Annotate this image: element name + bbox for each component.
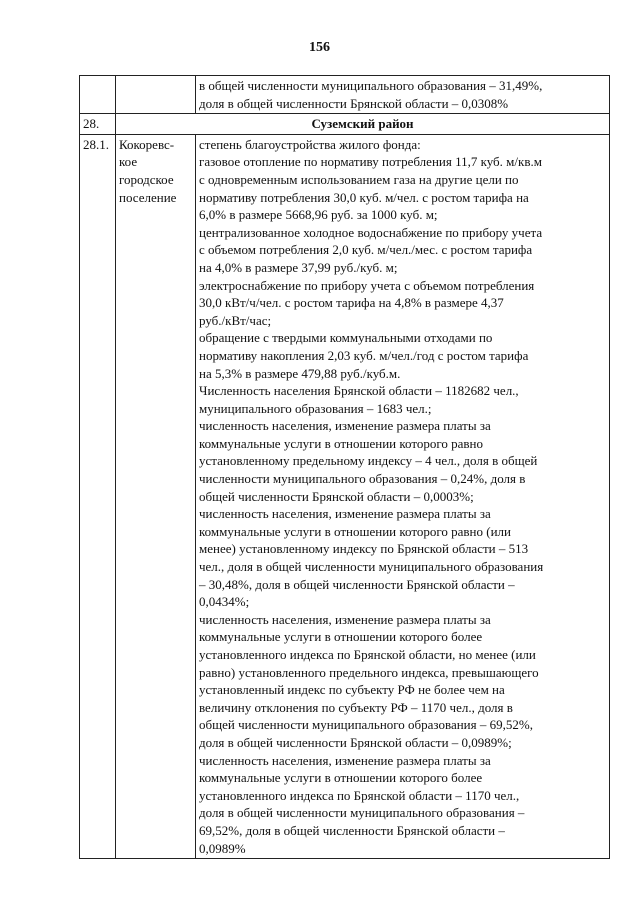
cell-empty-municipality [116, 76, 196, 114]
text-line: численности муниципального образования – 0,24%, доля в [199, 471, 526, 487]
text-line: газовое отопление по нормативу потребления 11,7 куб. м/кв.м [199, 154, 542, 170]
district-header-row [80, 114, 610, 135]
text-line: степень благоустройства жилого фонда: [199, 136, 421, 152]
text-line: с объемом потребления 2,0 куб. м/чел./мес. с ростом тарифа [199, 242, 533, 258]
text-line: равно) установленного предельного индекса, превышающего [199, 664, 539, 680]
text-line: с одновременным использованием газа на другие цели по [199, 171, 519, 187]
text-line: 0,0989% [199, 840, 246, 856]
text-line: коммунальные услуги в отношении которого равно (или [199, 523, 511, 539]
cell-empty-number [80, 76, 116, 114]
text-line: установленного индекса по Брянской области, но менее (или [199, 647, 536, 662]
district-number: 28. [80, 114, 116, 135]
text-line: 30,0 кВт/ч/чел. с ростом тарифа на 4,8% в размере 4,37 [199, 295, 504, 311]
entry-number: 28.1. [80, 134, 116, 858]
text-line: электроснабжение по прибору учета с объемом потребления [199, 277, 535, 293]
text-line: обращение с твердыми коммунальными отходами по [199, 330, 493, 346]
text-line: менее) установленному индексу по Брянской области – 513 [199, 541, 529, 557]
text-line: численность населения, изменение размера платы за [199, 611, 491, 627]
text-line: Численность населения Брянской области – 1182682 чел., [199, 383, 519, 399]
municipality-line: кое [119, 154, 138, 170]
table-row-entry [80, 134, 610, 858]
text-line: 0,0434%; [199, 594, 250, 610]
text-line: 69,52%, доля в общей численности Брянской области – [199, 822, 505, 838]
text-line: коммунальные услуги в отношении которого более [199, 629, 483, 645]
text-line: нормативу потребления 30,0 куб. м/чел. с ростом тарифа на [199, 189, 529, 205]
text-line: коммунальные услуги в отношении которого равно [199, 435, 484, 451]
text-line: численность населения, изменение размера платы за [199, 418, 491, 434]
text-line: численность населения, изменение размера платы за [199, 506, 491, 522]
text-line: на 4,0% в размере 37,99 руб./куб. м; [199, 259, 398, 275]
page-number: 156 [309, 40, 330, 55]
text-line: общей численности муниципального образования – 69,52%, [199, 717, 533, 733]
district-name: Суземский район [116, 114, 610, 135]
text-line: – 30,48%, доля в общей численности Брянской области – [199, 576, 515, 592]
text-line: чел., доля в общей численности муниципального образования [199, 559, 544, 575]
text-line: в общей численности муниципального образования – 31,49%, [199, 78, 543, 93]
municipality-name [116, 134, 196, 858]
text-line: нормативу накопления 2,03 куб. м/чел./год с ростом тарифа [199, 347, 529, 363]
text-line: численность населения, изменение размера платы за [199, 752, 491, 768]
text-line: руб./кВт/час; [199, 312, 272, 328]
text-line: величину отклонения по субъекту РФ – 1170 чел., доля в [199, 699, 513, 715]
text-line: коммунальные услуги в отношении которого более [199, 770, 483, 786]
text-line: муниципального образования – 1683 чел.; [199, 400, 432, 416]
text-line: доля в общей численности Брянской области – 0,0308% [199, 95, 509, 111]
text-line: доля в общей численности Брянской области – 0,0989%; [199, 734, 512, 750]
municipality-line: поселение [119, 189, 177, 205]
text-line: установленному предельному индексу – 4 чел., доля в общей [199, 453, 538, 469]
text-line: общей численности Брянской области – 0,0003%; [199, 488, 474, 504]
text-line: установленного индекса по Брянской области – 1170 чел., [199, 787, 520, 803]
tariff-table [79, 75, 610, 859]
continuation-text [196, 76, 610, 114]
text-line: централизованное холодное водоснабжение по прибору учета [199, 224, 543, 240]
text-line: доля в общей численности муниципального образования – [199, 805, 525, 821]
municipality-line: Кокоревс- [119, 136, 175, 152]
text-line: на 5,3% в размере 479,88 руб./куб.м. [199, 365, 401, 381]
text-line: 6,0% в размере 5668,96 руб. за 1000 куб. м; [199, 207, 438, 223]
municipality-line: городское [119, 171, 174, 187]
table-row-continuation [80, 76, 610, 114]
text-line: установленный индекс по субъекту РФ не более чем на [199, 682, 505, 698]
entry-description [196, 134, 610, 858]
